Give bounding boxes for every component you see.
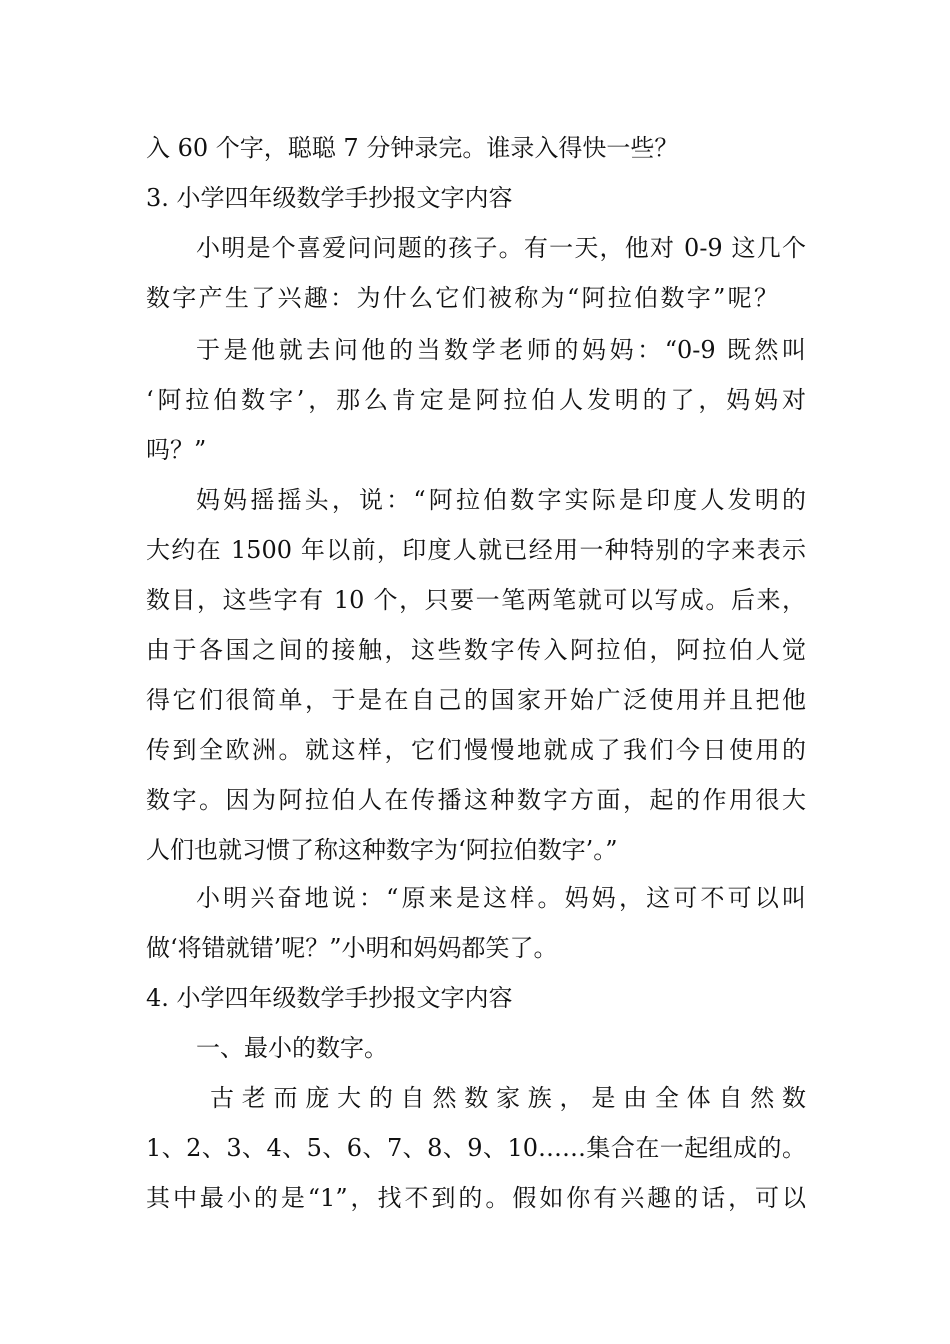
text-line: 其中最小的是“1”，找不到的。假如你有兴趣的话，可以	[146, 1184, 806, 1212]
text-line: 小明兴奋地说：“原来是这样。妈妈，这可不可以叫	[196, 884, 806, 912]
text-line: 由于各国之间的接触，这些数字传入阿拉伯，阿拉伯人觉	[146, 636, 806, 664]
text-line: 入 60 个字，聪聪 7 分钟录完。谁录入得快一些？	[146, 134, 679, 162]
text-line: 于是他就去问他的当数学老师的妈妈：“0-9 既然叫	[196, 336, 806, 364]
text-line: 做‘将错就错’呢？”小明和妈妈都笑了。	[146, 934, 558, 962]
text-line: 大约在 1500 年以前，印度人就已经用一种特别的字来表示	[146, 536, 806, 564]
text-line: 传到全欧洲。就这样，它们慢慢地就成了我们今日使用的	[146, 736, 806, 764]
text-line: 数字产生了兴趣：为什么它们被称为“阿拉伯数字”呢？	[146, 284, 778, 312]
text-line: 古老而庞大的自然数家族，是由全体自然数	[210, 1084, 806, 1112]
text-line: 得它们很简单，于是在自己的国家开始广泛使用并且把他	[146, 686, 806, 714]
text-line: 小明是个喜爱问问题的孩子。有一天，他对 0-9 这几个	[196, 234, 806, 262]
text-line: 数字。因为阿拉伯人在传播这种数字方面，起的作用很大	[146, 786, 806, 814]
section-heading: 4. 小学四年级数学手抄报文字内容	[146, 984, 513, 1012]
text-line: 吗？”	[146, 436, 207, 464]
text-line: 人们也就习惯了称这种数字为‘阿拉伯数字’。”	[146, 836, 618, 864]
subheading: 一、最小的数字。	[196, 1034, 388, 1062]
section-heading: 3. 小学四年级数学手抄报文字内容	[146, 184, 513, 212]
text-line: 妈妈摇摇头，说：“阿拉伯数字实际是印度人发明的	[196, 486, 806, 514]
text-line: ‘阿拉伯数字’，那么肯定是阿拉伯人发明的了，妈妈对	[146, 386, 806, 414]
text-line: 1、2、3、4、5、6、7、8、9、10……集合在一起组成的。	[146, 1134, 806, 1162]
text-line: 数目，这些字有 10 个，只要一笔两笔就可以写成。后来，	[146, 586, 806, 614]
